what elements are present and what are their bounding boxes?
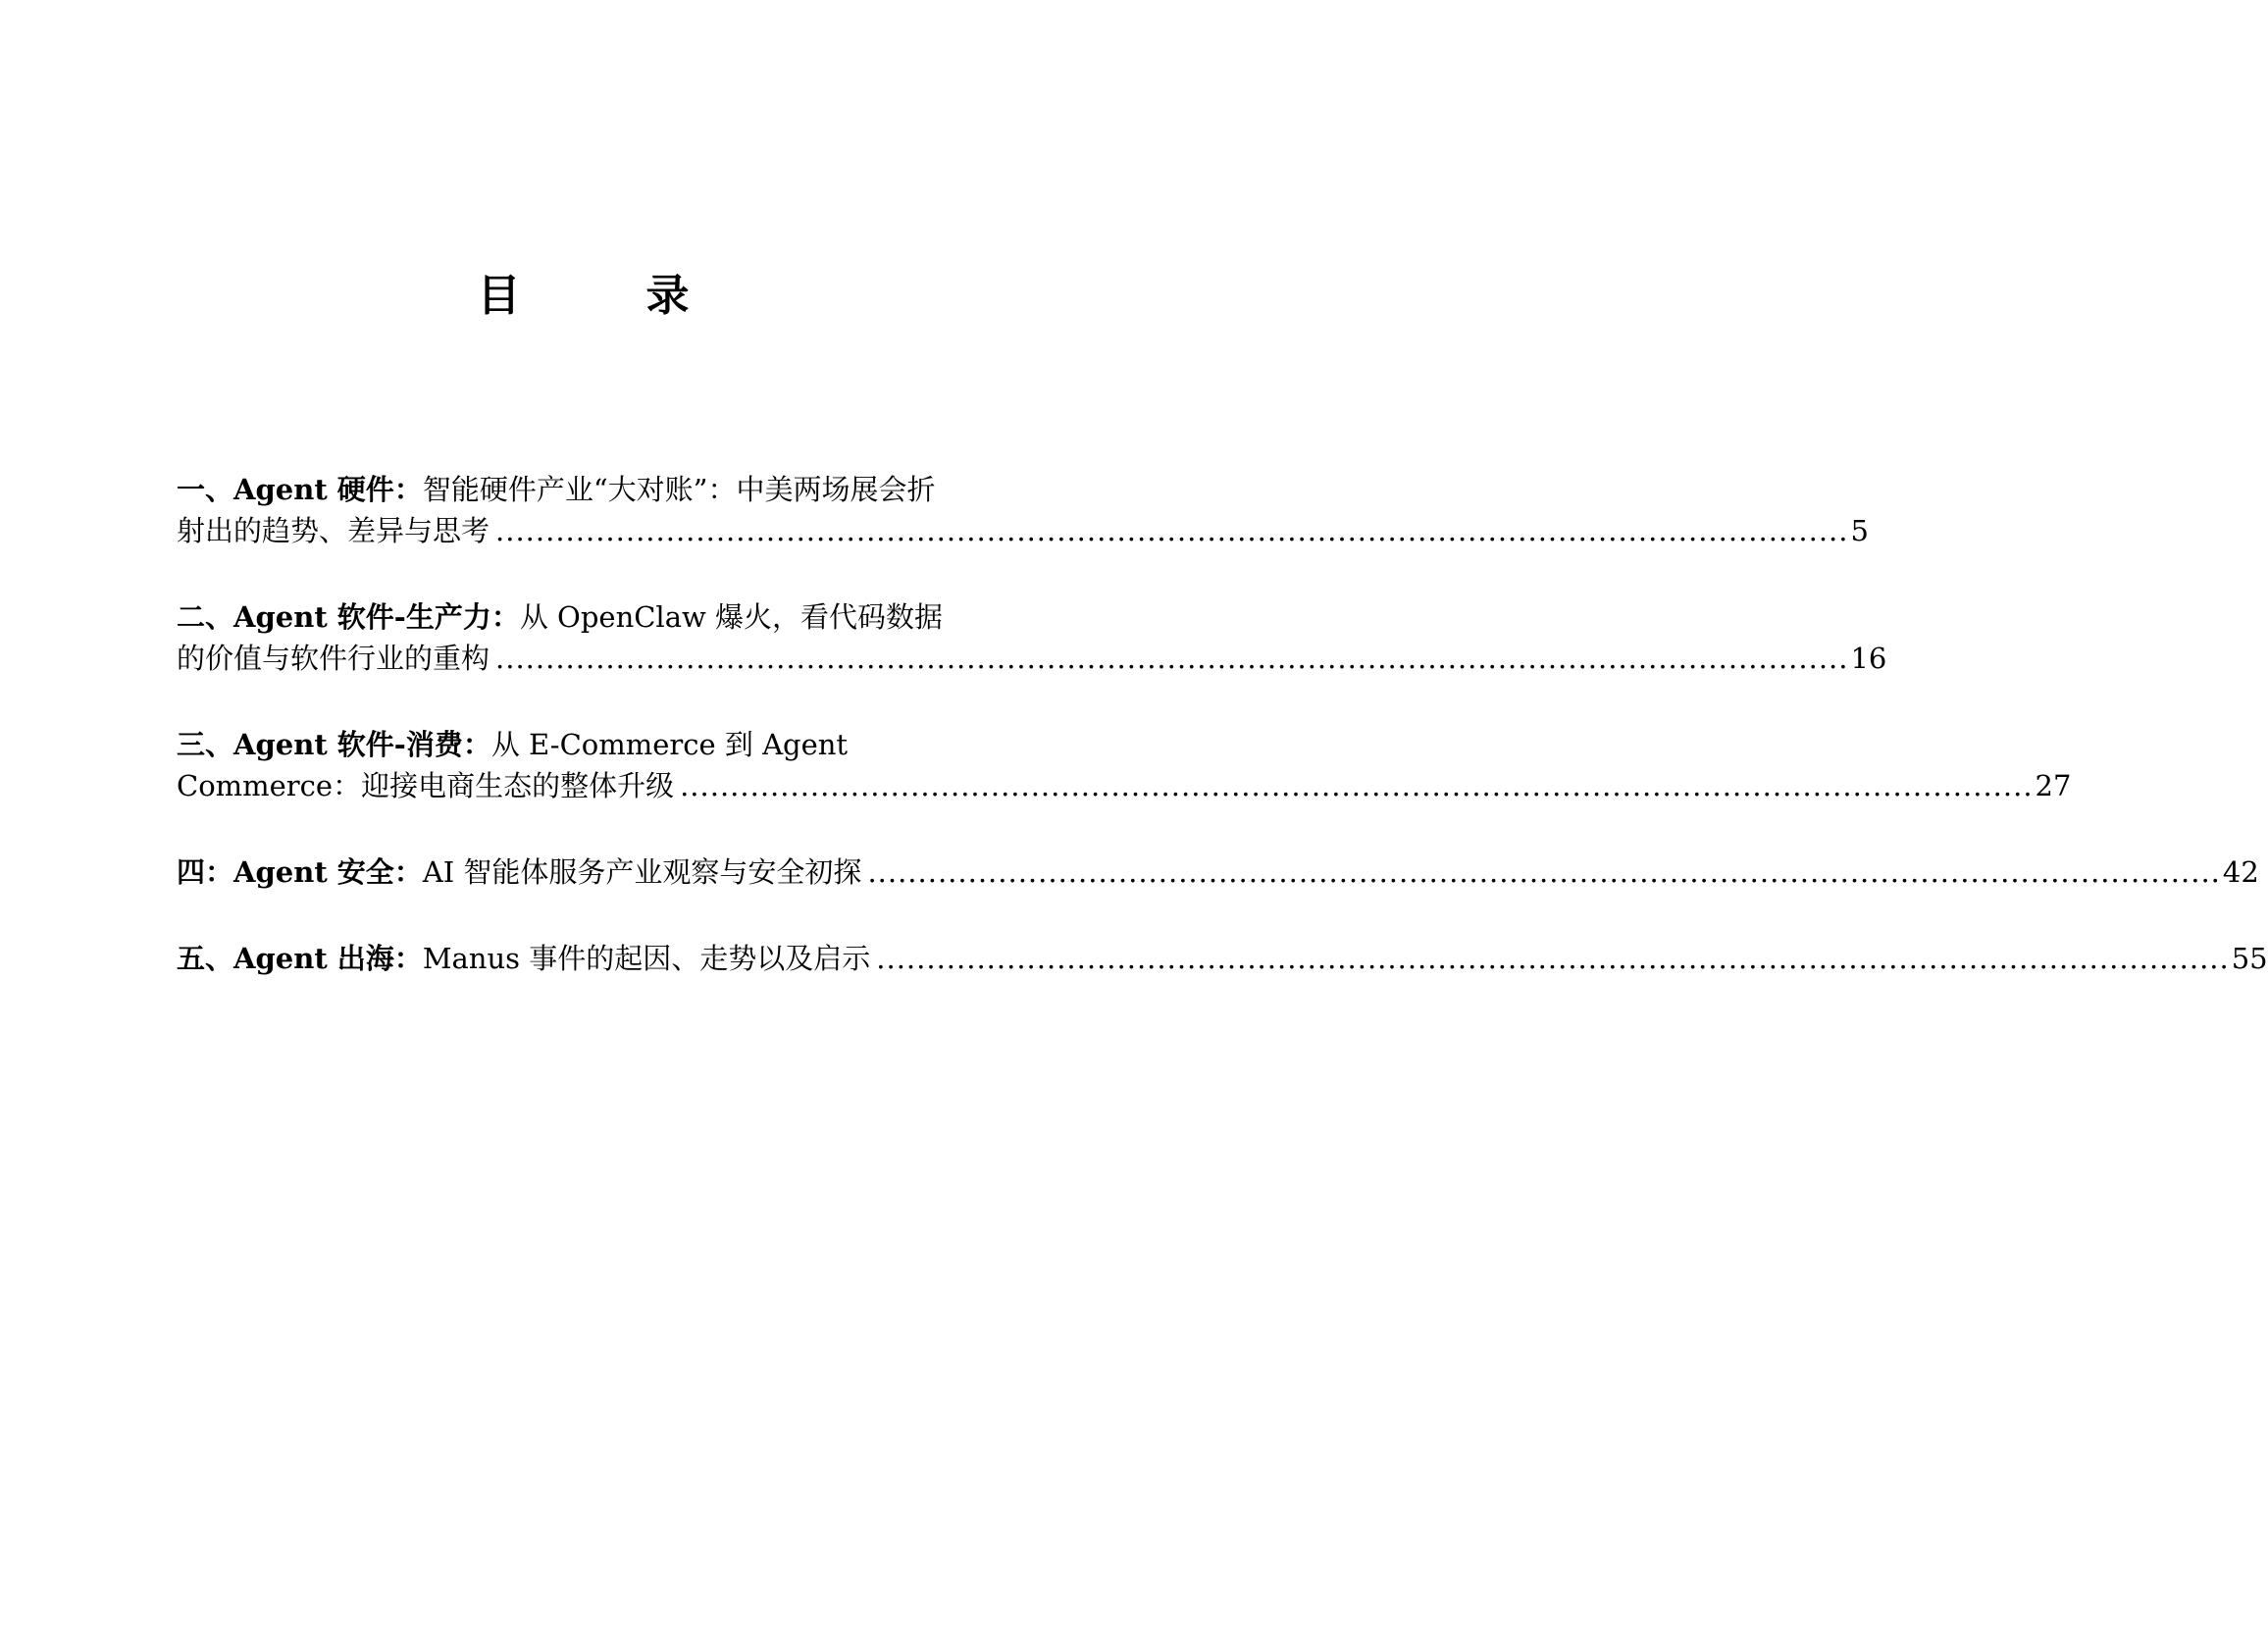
toc-entry-title: 从 E-Commerce 到 Agent bbox=[490, 728, 849, 761]
toc-entry-4[interactable] bbox=[177, 851, 2259, 893]
toc-entry-page: 27 bbox=[2035, 769, 2072, 802]
toc-entry-line1 bbox=[177, 596, 991, 638]
toc-entry-line bbox=[177, 851, 2259, 893]
toc-entry-page: 5 bbox=[1850, 514, 1869, 547]
toc-entry-2[interactable] bbox=[177, 596, 1887, 679]
dot-leader: ....................................................................................................................................... bbox=[495, 514, 1849, 547]
toc-entry-title: Manus 事件的起因、走势以及启示 bbox=[422, 942, 871, 975]
toc-entry-line2 bbox=[177, 510, 1869, 551]
toc-entry-page: 16 bbox=[1850, 642, 1887, 675]
toc-entry-prefix: 五、Agent 出海： bbox=[177, 942, 423, 975]
toc-entry-title-full bbox=[177, 851, 861, 893]
toc-entry-title: AI 智能体服务产业观察与安全初探 bbox=[422, 855, 862, 889]
toc-entry-3[interactable] bbox=[177, 724, 2072, 806]
dot-leader: ....................................................................................................................................... bbox=[876, 942, 2230, 975]
toc-entry-prefix: 一、Agent 硬件： bbox=[177, 473, 423, 506]
toc-entry-page: 42 bbox=[2222, 855, 2259, 889]
toc-entry-prefix: 二、Agent 软件-生产力： bbox=[177, 600, 520, 634]
dot-leader: ....................................................................................................................................... bbox=[495, 642, 1849, 675]
dot-leader: ....................................................................................................................................... bbox=[680, 769, 2034, 802]
toc-entry-line1 bbox=[177, 469, 991, 510]
toc-entry-prefix: 四：Agent 安全： bbox=[177, 855, 423, 889]
toc-entry-line2 bbox=[177, 638, 1887, 679]
page-title: 目 录 bbox=[477, 271, 731, 321]
toc-entry-line1 bbox=[177, 724, 991, 765]
toc-entry-5[interactable] bbox=[177, 938, 2268, 979]
toc-entry-1[interactable] bbox=[177, 469, 1869, 551]
table-of-contents bbox=[177, 469, 2268, 979]
toc-entry-title-cont: 的价值与软件行业的重构 bbox=[177, 642, 490, 675]
toc-entry-title: 智能硬件产业“大对账”：中美两场展会折 bbox=[422, 473, 936, 506]
toc-entry-title-cont: 射出的趋势、差异与思考 bbox=[177, 514, 490, 547]
dot-leader: ....................................................................................................................................... bbox=[867, 855, 2221, 889]
toc-entry-title: 从 OpenClaw 爆火，看代码数据 bbox=[519, 600, 944, 634]
toc-entry-title-full bbox=[177, 938, 870, 979]
toc-entry-line2 bbox=[177, 765, 2072, 806]
toc-entry-title-cont: Commerce：迎接电商生态的整体升级 bbox=[177, 769, 675, 802]
toc-entry-prefix: 三、Agent 软件-消费： bbox=[177, 728, 491, 761]
toc-entry-page: 55 bbox=[2231, 942, 2268, 975]
toc-entry-line bbox=[177, 938, 2268, 979]
